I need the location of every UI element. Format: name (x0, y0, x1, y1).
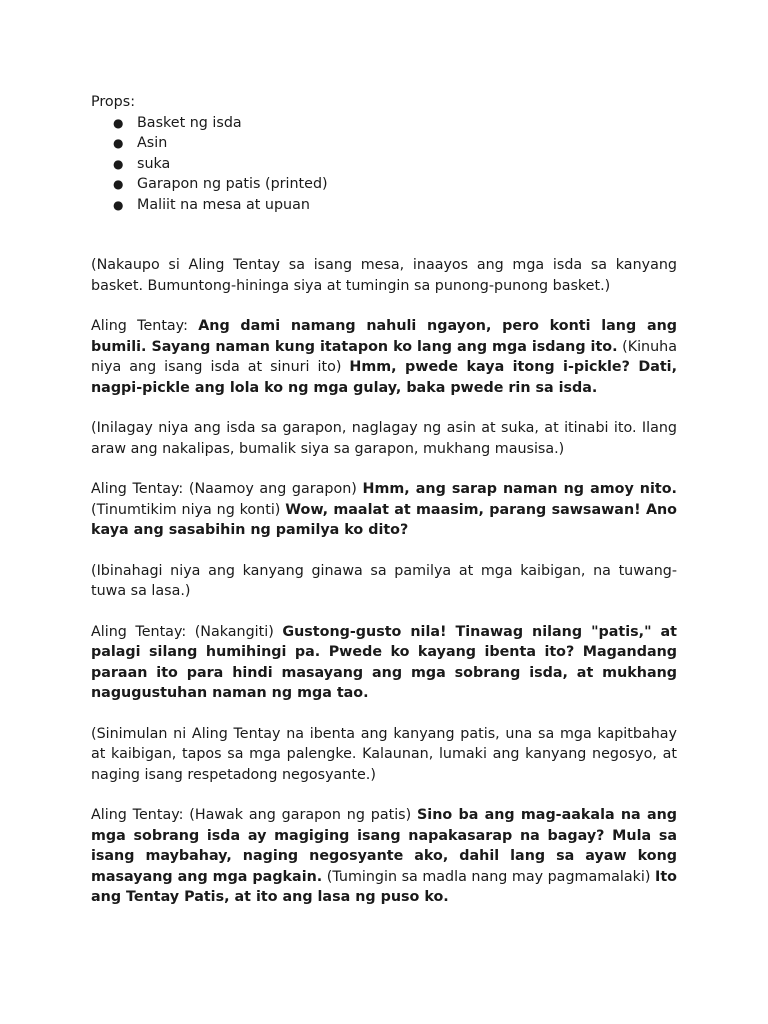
stage-direction (91, 418, 677, 459)
spacer (91, 541, 677, 561)
props-item-text: Asin (137, 135, 168, 151)
stage-direction (91, 255, 677, 296)
text-segment: Aling Tentay: (Naamoy ang garapon) (91, 481, 363, 497)
text-segment: (Nakaupo si Aling Tentay sa isang mesa, inaayos ang mga isda sa kanyang basket. Bumuntong-hininga siya at tumingin sa punong-punong basket.) (91, 257, 677, 294)
text-segment: Aling Tentay: (91, 318, 199, 334)
props-item (91, 174, 677, 195)
props-item (91, 195, 677, 216)
stage-direction (91, 561, 677, 602)
dialogue-line: Hmm, ang sarap naman ng amoy nito. (362, 481, 677, 497)
dialogue-paragraph (91, 622, 677, 704)
text-segment: Aling Tentay: (Nakangiti) (91, 623, 283, 640)
props-item-text: Garapon ng patis (printed) (137, 176, 328, 192)
spacer (91, 215, 677, 255)
dialogue-line: Wow, maalat at maasim, parang sawsawan! Ano kaya ang sasabihin ng pamilya ko dito? (91, 501, 678, 538)
bullet-icon: ● (113, 115, 124, 130)
bullet-icon: ● (113, 136, 124, 150)
props-item-text: suka (137, 155, 171, 172)
props-heading: Props: (91, 94, 136, 110)
text-segment: (Sinimulan ni Aling Tentay na ibenta ang kanyang patis, una sa mga kapitbahay at kaibigan, tapos sa mga palengke. Kalaunan, lumaki ang kanyang negosyo, at naging isang respetadong negosyante.) (91, 725, 677, 783)
dialogue-line: Ang dami namang nahuli ngayon, pero konti lang ang bumili. Sayang naman kung itatapon ko lang ang mga isdang ito. (91, 318, 678, 355)
stage-direction (91, 724, 677, 786)
text-segment: (Tinumtikim niya ng konti) (91, 501, 286, 518)
spacer (91, 704, 677, 724)
text-segment: (Tumingin sa madla nang may pagmamalaki) (322, 868, 656, 885)
spacer (91, 296, 677, 316)
text-segment: Aling Tentay: (Hawak ang garapon ng patis) (91, 807, 418, 823)
document-page (91, 92, 677, 908)
props-item (91, 133, 677, 154)
text-segment: (Kinuha niya ang isang isda at sinuri ito) (91, 338, 677, 375)
props-item (91, 154, 677, 175)
dialogue-paragraph (91, 479, 677, 541)
bullet-icon: ● (113, 156, 124, 171)
spacer (91, 459, 677, 479)
dialogue-line: Hmm, pwede kaya itong i-pickle? Dati, nagpi-pickle ang lola ko ng mga gulay, baka pwede rin sa isda. (91, 359, 678, 396)
props-list (91, 113, 677, 216)
bullet-icon: ● (113, 177, 124, 191)
dialogue-line: Gustong-gusto nila! Tinawag nilang "patis," at palagi silang humihingi pa. Pwede ko kayang ibenta ito? Magandang paraan ito para hindi masayang ang mga sobrang isda, at mukhang nagugustuhan naman ng mga tao. (91, 623, 677, 701)
spacer (91, 398, 677, 418)
spacer (91, 785, 677, 805)
dialogue-paragraph (91, 805, 677, 908)
dialogue-paragraph (91, 316, 677, 398)
props-item-text: Maliit na mesa at upuan (137, 196, 310, 213)
spacer (91, 602, 677, 622)
props-item (91, 113, 677, 134)
props-item-text: Basket ng isda (137, 114, 242, 131)
dialogue-line: Ito ang Tentay Patis, at ito ang lasa ng puso ko. (91, 868, 677, 905)
bullet-icon: ● (113, 197, 124, 212)
text-segment: (Inilagay niya ang isda sa garapon, naglagay ng asin at suka, at itinabi ito. Ilang araw ang nakalipas, bumalik siya sa garapon, mukhang mausisa.) (91, 420, 677, 457)
dialogue-line: Sino ba ang mag-aakala na ang mga sobrang isda ay magiging isang napakasarap na bagay? Mula sa isang maybahay, naging negosyante ako, dahil lang sa ayaw kong masayang ang mga pagkain. (91, 807, 678, 885)
text-segment: (Ibinahagi niya ang kanyang ginawa sa pamilya at mga kaibigan, na tuwang-tuwa sa lasa.) (91, 562, 677, 599)
